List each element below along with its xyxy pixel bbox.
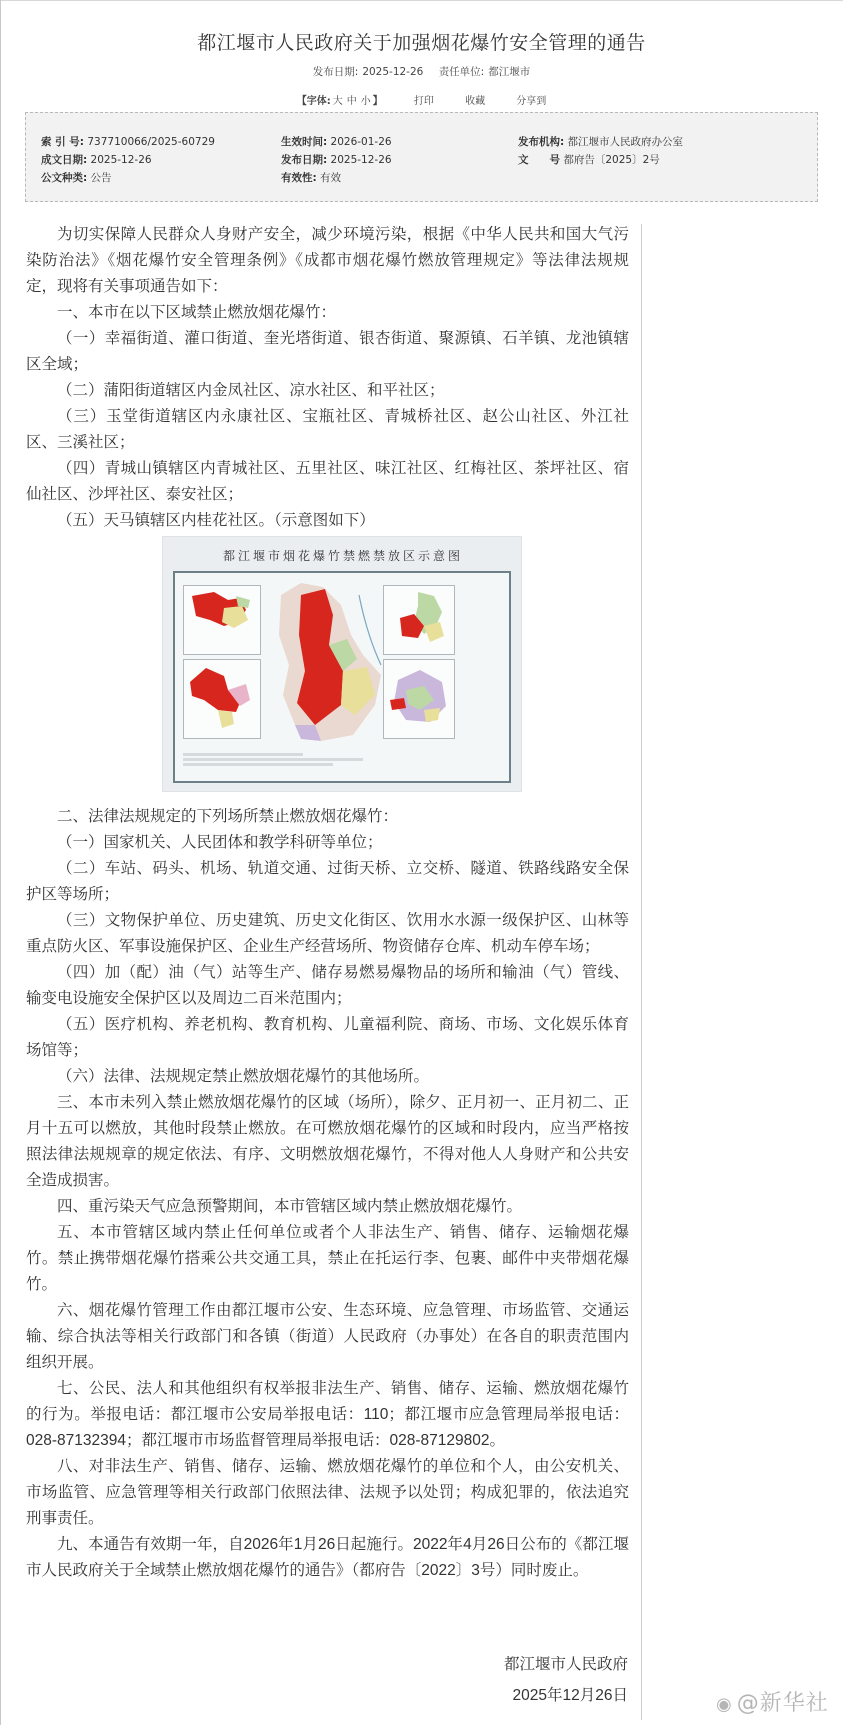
watermark-text: @新华社 — [736, 1691, 829, 1716]
meta-effective — [281, 134, 392, 149]
share-button[interactable]: 分享到 — [516, 96, 547, 107]
meta-type-value: 公告 — [90, 172, 112, 184]
page-title: 都江堰市人民政府关于加强烟花爆竹安全管理的通告 — [197, 32, 646, 54]
meta-published-value: 2025-12-26 — [330, 154, 392, 166]
toolbar — [0, 92, 843, 107]
page-left-border — [0, 0, 1, 1725]
responsible-unit: 都江堰市 — [488, 66, 531, 78]
meta-index — [41, 134, 215, 149]
map-inset-top-left — [183, 585, 261, 655]
article-body — [26, 222, 629, 1584]
document-metadata — [25, 112, 818, 202]
section-4-paragraph: 四、重污染天气应急预警期间，本市管辖区域内禁止燃放烟花爆竹。 — [57, 1198, 523, 1215]
section-2-item: （六）法律、法规规定禁止燃放烟花爆竹的其他场所。 — [57, 1068, 430, 1085]
signature-org: 都江堰市人民政府 — [503, 1656, 628, 1673]
meta-docno — [518, 152, 660, 167]
intro-paragraph: 为切实保障人民群众人身财产安全，减少环境污染，根据《中华人民共和国大气污染防治法》《烟花爆竹安全管理条例》《成都市烟花爆竹燃放管理规定》等法律法规规定，现将有关事项通告如下： — [26, 226, 629, 295]
meta-type-label: 公文种类: — [41, 172, 88, 184]
xinhua-watermark — [716, 1686, 829, 1717]
map-inset-bottom-left — [183, 659, 261, 739]
inset-shape — [384, 660, 454, 738]
meta-index-value: 737710066/2025-60729 — [87, 136, 215, 148]
section-3-paragraph: 三、本市未列入禁止燃放烟花爆竹的区域（场所），除夕、正月初一、正月初二、正月十五可以燃放，其他时段禁止燃放。在可燃放烟花爆竹的区域和时段内，应当严格按照法律法规规章的规定依法、有序、文明燃放烟花爆竹，不得对他人人身财产和公共安全造成损害。 — [26, 1094, 629, 1189]
section-9-paragraph: 九、本通告有效期一年，自2026年1月26日起施行。2022年4月26日公布的《都江堰市人民政府关于全域禁止燃放烟花爆竹的通告》（都府告〔2022〕3号）同时废止。 — [26, 1536, 629, 1579]
inset-shape — [184, 660, 260, 738]
section-1-item: （四）青城山镇辖区内青城社区、五里社区、味江社区、红梅社区、茶坪社区、宿仙社区、沙坪社区、泰安社区； — [26, 460, 629, 503]
map-title: 都江堰市烟花爆竹禁燃禁放区示意图 — [222, 549, 463, 563]
responsible-label: 责任单位: — [438, 66, 485, 78]
publish-date: 2025-12-26 — [362, 66, 424, 78]
meta-docno-label: 文 号 — [518, 154, 560, 166]
map-inset-bottom-right — [383, 659, 455, 739]
inset-shape — [384, 586, 454, 654]
map-inset-top-right — [383, 585, 455, 655]
publish-info — [0, 64, 843, 79]
section-2-item: （三）文物保护单位、历史建筑、历史文化街区、饮用水水源一级保护区、山林等重点防火区、军事设施保护区、企业生产经营场所、物资储存仓库、机动车停车场； — [26, 912, 629, 955]
weibo-icon: ◉ — [716, 1694, 733, 1715]
meta-effective-label: 生效时间: — [281, 136, 328, 148]
meta-effective-value: 2026-01-26 — [330, 136, 392, 148]
section-1-item: （三）玉堂街道辖区内永康社区、宝瓶社区、青城桥社区、赵公山社区、外江社区、三溪社区； — [26, 408, 629, 451]
inset-shape — [184, 586, 260, 654]
meta-validity — [281, 170, 341, 185]
section-1-item: （二）蒲阳街道辖区内金凤社区、凉水社区、和平社区； — [57, 382, 445, 399]
section-8-paragraph: 八、对非法生产、销售、储存、运输、燃放烟花爆竹的单位和个人，由公安机关、市场监管、应急管理等相关行政部门依照法律、法规予以处罚；构成犯罪的，依法追究刑事责任。 — [26, 1458, 629, 1527]
meta-type — [41, 170, 112, 185]
favorite-button[interactable]: 收藏 — [465, 96, 486, 107]
section-2-item: （四）加（配）油（气）站等生产、储存易燃易爆物品的场所和输油（气）管线、输变电设施安全保护区以及周边二百米范围内； — [26, 964, 629, 1007]
main-region-shape — [271, 575, 391, 745]
meta-issuer-label: 发布机构: — [518, 136, 565, 148]
page-top-border — [0, 0, 843, 1]
meta-index-label: 索 引 号: — [41, 136, 85, 148]
font-size-close: 】 — [372, 96, 383, 107]
meta-issuer-value: 都江堰市人民政府办公室 — [567, 136, 684, 148]
font-small-button[interactable]: 小 — [360, 96, 371, 107]
font-size-switcher — [297, 92, 383, 107]
font-large-button[interactable]: 大 — [332, 96, 343, 107]
meta-docno-value: 都府告〔2025〕2号 — [563, 154, 660, 166]
section-2-item: （五）医疗机构、养老机构、教育机构、儿童福利院、商场、市场、文化娱乐体育场馆等； — [26, 1016, 629, 1059]
print-button[interactable]: 打印 — [413, 96, 434, 107]
section-1-item: （一）幸福街道、灌口街道、奎光塔街道、银杏街道、聚源镇、石羊镇、龙池镇辖区全域； — [26, 330, 629, 373]
signature-date: 2025年12月26日 — [512, 1687, 628, 1704]
section-7-paragraph: 七、公民、法人和其他组织有权举报非法生产、销售、储存、运输、燃放烟花爆竹的行为。举报电话：都江堰市公安局举报电话：110；都江堰市应急管理局举报电话：028-87132394；都江堰市市场监督管理局举报电话：028-87129802。 — [26, 1380, 629, 1449]
font-medium-button[interactable]: 中 — [346, 96, 357, 107]
section-1-item: （五）天马镇辖区内桂花社区。（示意图如下） — [57, 512, 375, 529]
map-main-region — [271, 575, 391, 745]
section-2-heading: 二、法律法规规定的下列场所禁止燃放烟花爆竹： — [57, 808, 399, 825]
section-2-item: （一）国家机关、人民团体和教学科研等单位； — [57, 834, 383, 851]
font-size-label: 【字体: — [296, 96, 331, 107]
section-5-paragraph: 五、本市管辖区域内禁止任何单位或者个人非法生产、销售、储存、运输烟花爆竹。禁止携带烟花爆竹搭乘公共交通工具，禁止在托运行李、包裹、邮件中夹带烟花爆竹。 — [26, 1224, 629, 1293]
meta-created — [41, 152, 152, 167]
meta-validity-value: 有效 — [320, 172, 342, 184]
section-1-heading: 一、本市在以下区域禁止燃放烟花爆竹： — [57, 304, 337, 321]
meta-created-label: 成文日期: — [41, 154, 88, 166]
publish-date-label: 发布日期: — [312, 66, 359, 78]
content-divider — [641, 224, 642, 1720]
meta-published-label: 发布日期: — [281, 154, 328, 166]
map-legend — [183, 751, 383, 768]
meta-issuer — [518, 134, 683, 149]
map-frame — [173, 571, 511, 783]
section-6-paragraph: 六、烟花爆竹管理工作由都江堰市公安、生态环境、应急管理、市场监管、交通运输、综合执法等相关行政部门和各镇（街道）人民政府（办事处）在各自的职责范围内组织开展。 — [26, 1302, 629, 1371]
meta-published — [281, 152, 392, 167]
section-2-item: （二）车站、码头、机场、轨道交通、过街天桥、立交桥、隧道、铁路线路安全保护区等场所； — [26, 860, 629, 903]
meta-validity-label: 有效性: — [281, 172, 317, 184]
ban-zone-map — [162, 536, 522, 792]
meta-created-value: 2025-12-26 — [90, 154, 152, 166]
